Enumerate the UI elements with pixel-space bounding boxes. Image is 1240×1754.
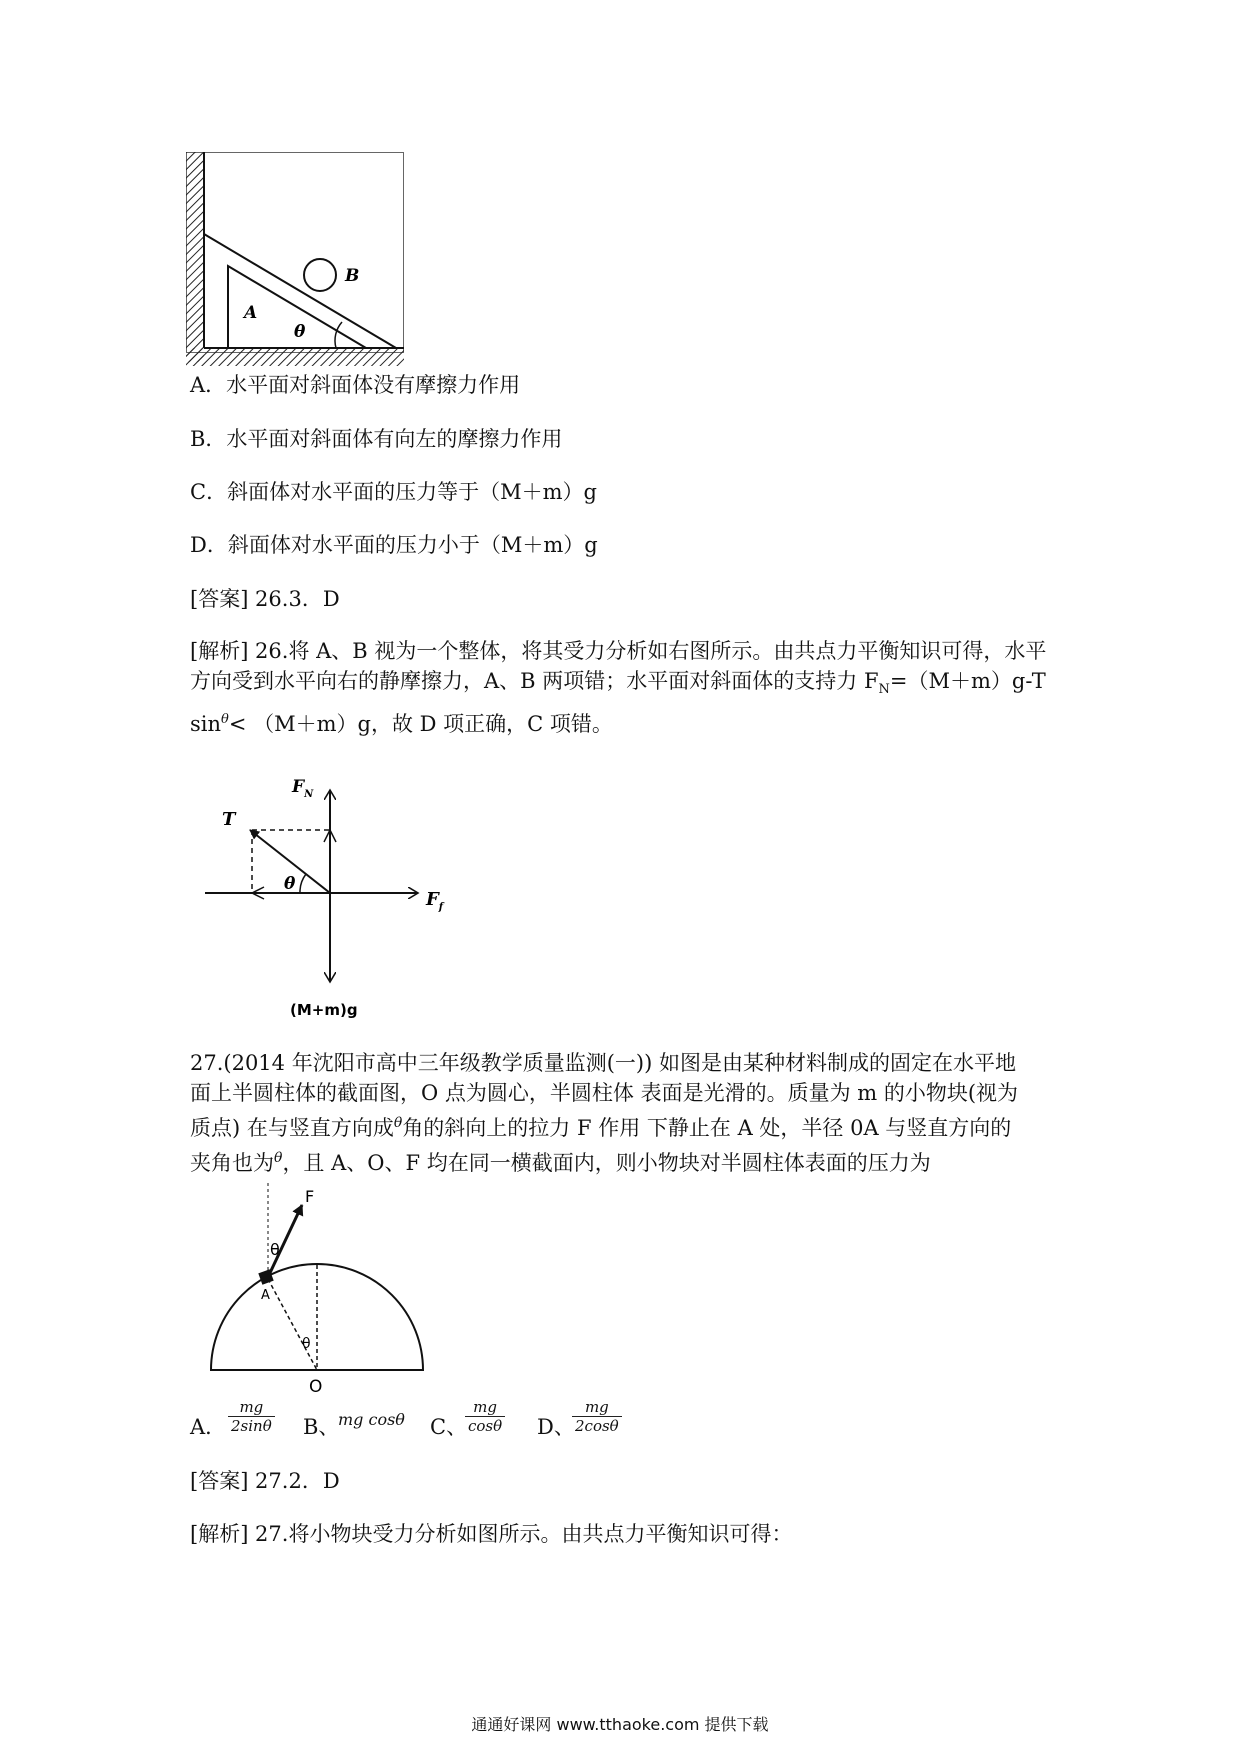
label-theta-top: θ	[270, 1240, 280, 1259]
analysis-27: [解析] 27.将小物块受力分析如图所示。由共点力平衡知识可得：	[190, 1522, 793, 1546]
option-c: C．斜面体对水平面的压力等于（M＋m）g	[190, 480, 597, 504]
figure-incline-ball	[186, 152, 406, 378]
question-27-line3: 质点) 在与竖直方向成$^\theta$角的斜向上的拉力 F 作用 下静止在 A 处，半径 0A 与竖直方向的	[190, 1115, 1012, 1140]
option-a: A．水平面对斜面体没有摩擦力作用	[190, 373, 521, 397]
question-27-line4: 夹角也为$^\theta$，且 A、O、F 均在同一横截面内，则小物块对半圆柱体表面的压力为	[190, 1150, 931, 1175]
label-a-fig3: A	[261, 1288, 270, 1303]
label-fn: $F_N$	[292, 777, 314, 800]
answer-27: [答案] 27.2．D	[190, 1469, 340, 1493]
analysis-26	[190, 636, 1080, 739]
label-f: F	[305, 1187, 315, 1206]
option-b: B．水平面对斜面体有向左的摩擦力作用	[190, 427, 563, 451]
label-ff: $F_f$	[426, 889, 444, 913]
question-27	[190, 1048, 1080, 1178]
question-27-line2: 面上半圆柱体的截面图，O 点为圆心，半圆柱体 表面是光滑的。质量为 m 的小物块(视为	[190, 1081, 1019, 1105]
question-27-line1: 27.(2014 年沈阳市高中三年级教学质量监测(一)) 如图是由某种材料制成的固定在水平地	[190, 1051, 1016, 1075]
footer: 通通好课网 www.tthaoke.com 提供下载	[471, 1715, 769, 1734]
answer-26: [答案] 26.3．D	[190, 587, 340, 611]
label-a: A	[244, 303, 258, 323]
option-d: D．斜面体对水平面的压力小于（M＋m）g	[190, 533, 598, 557]
label-o: O	[309, 1377, 323, 1395]
figure-semicircle	[205, 1175, 445, 1395]
q27-option-a-prefix: A．	[190, 1415, 227, 1439]
analysis-26-line3: $\sin^\theta< (M+m)g$，故 D 项正确，C 项错。	[190, 712, 613, 737]
q27-option-d-prefix: D、	[537, 1415, 575, 1439]
analysis-26-line2: 方向受到水平向右的静摩擦力，A、B 两项错；水平面对斜面体的支持力 $F_N=(M+m)g-T$	[190, 669, 1046, 698]
ground-hatch	[186, 348, 404, 366]
label-weight: (M+m)g	[290, 1001, 358, 1019]
analysis-26-line1: [解析] 26.将 A、B 视为一个整体，将其受力分析如右图所示。由共点力平衡知识可得，水平	[190, 639, 1047, 663]
angle-arc	[335, 322, 342, 348]
q27-option-a-fraction: $\frac{mg}{2\sin\theta}$	[228, 1398, 275, 1435]
label-t: T	[222, 809, 236, 830]
q27-option-c-fraction: $\frac{mg}{\cos\theta}$	[465, 1398, 505, 1435]
ball-b	[304, 259, 336, 291]
q27-option-d-fraction: $\frac{mg}{2\cos\theta}$	[572, 1398, 622, 1435]
label-theta: θ	[294, 322, 306, 342]
label-theta-2: θ	[284, 874, 296, 894]
figure-force-diagram	[200, 760, 460, 1020]
label-theta-mid: θ	[302, 1336, 311, 1352]
wall-hatch	[186, 152, 204, 362]
q27-option-b-prefix: B、	[303, 1415, 340, 1439]
label-b: B	[345, 266, 360, 286]
q27-option-c-prefix: C、	[430, 1415, 468, 1439]
q27-option-b-expr: mg cosθ	[338, 1410, 405, 1429]
